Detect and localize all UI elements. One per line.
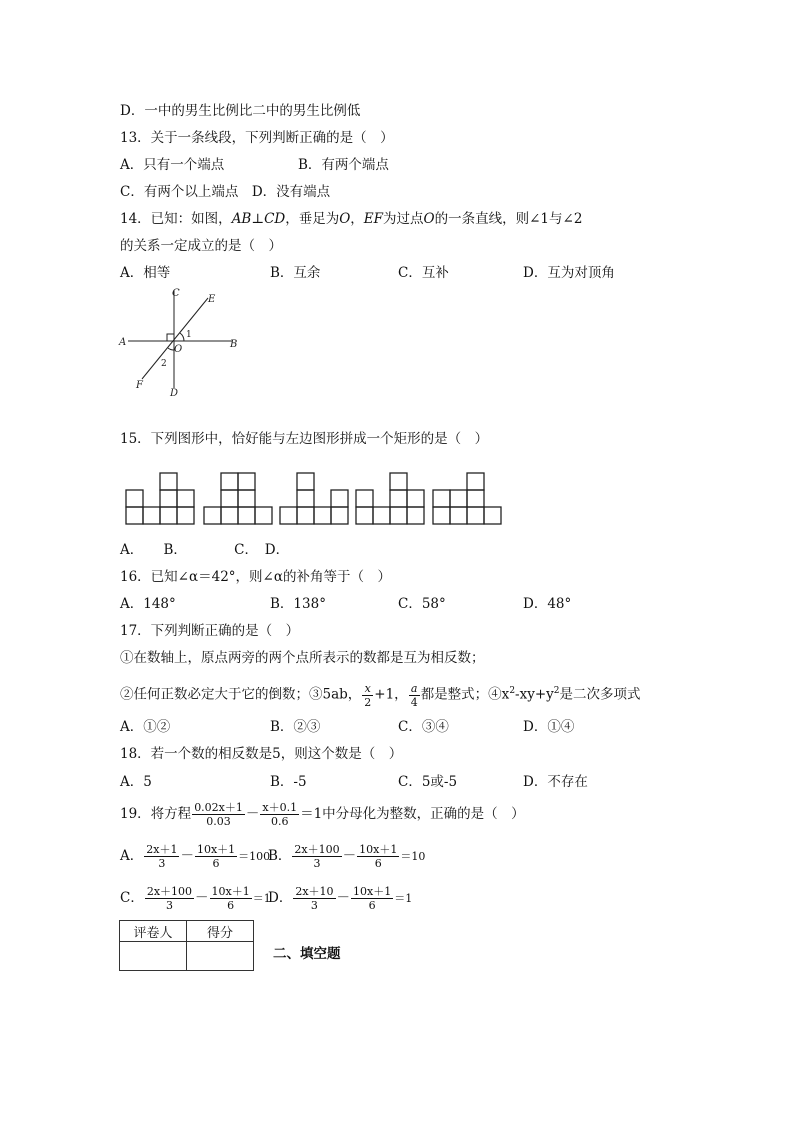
rhs: ＝100 [238, 850, 271, 863]
grader-header: 评卷人 [120, 921, 187, 942]
q14-option-b: B．互余 [270, 265, 321, 281]
numerator: 10x＋1 [359, 843, 398, 856]
label-a: A [119, 337, 127, 348]
numerator: a [409, 682, 420, 696]
q14-seg-cd: CD [264, 211, 286, 227]
q14-option-a: A．相等 [120, 265, 171, 281]
denominator: 3 [165, 899, 173, 912]
shape-option-d [433, 473, 501, 524]
q19-option-a [120, 840, 270, 873]
minus-sign: － [245, 806, 260, 822]
q14-figure [112, 284, 252, 404]
numerator: 2x＋10 [295, 885, 334, 898]
fraction-a-over-4 [409, 682, 420, 709]
q14-text: 为过点 [383, 211, 424, 227]
denominator: 6 [212, 857, 220, 870]
q16-option-c: C．58° [398, 596, 446, 612]
q18-option-b: B．-5 [270, 774, 307, 790]
minus-sign: － [180, 848, 194, 864]
minus-sign: － [336, 890, 351, 906]
q17-stem: 17．下列判断正确的是（ ） [120, 623, 300, 639]
denominator: 0.03 [206, 815, 231, 828]
rhs: ＝1 [252, 892, 271, 905]
q18-option-d: D．不存在 [523, 774, 588, 790]
q15-stem: 15．下列图形中，恰好能与左边图形拼成一个矩形的是（ ） [120, 431, 489, 447]
numerator: 0.02x＋1 [194, 801, 243, 814]
fraction-1 [192, 801, 245, 828]
q13-option-cd: C．有两个以上端点 D．没有端点 [120, 184, 331, 200]
q14-point-o: O [423, 211, 435, 227]
label-d: D [170, 388, 179, 399]
q18-stem: 18．若一个数的相反数是5，则这个数是（ ） [120, 746, 403, 762]
perp-symbol: ⊥ [251, 211, 265, 227]
q18-option-a: A．5 [120, 774, 152, 790]
q15-shapes-figure [120, 470, 510, 530]
fraction [293, 885, 335, 912]
q12-option-d: D．一中的男生比例比二中的男生比例低 [120, 103, 361, 119]
q14-seg-ab: AB [231, 211, 252, 227]
fraction [195, 843, 237, 870]
label-b: B [230, 339, 238, 350]
score-table [119, 920, 254, 971]
numerator: x [362, 682, 373, 696]
rhs: ＝1 [394, 892, 413, 905]
minus-sign: － [195, 890, 209, 906]
score-cell[interactable] [187, 942, 254, 971]
fraction [210, 885, 252, 912]
denominator: 3 [158, 857, 166, 870]
q17-option-b: B．②③ [270, 719, 321, 735]
q17-text: +1， [374, 686, 408, 703]
q19-stem [120, 798, 525, 830]
q13-option-b: B．有两个端点 [298, 157, 389, 173]
q17-text: ②任何正数必定大于它的倒数；③5ab， [120, 686, 362, 703]
label-c: C [172, 288, 180, 299]
denominator: 2 [364, 695, 372, 709]
q14-text: ，垂足为 [285, 211, 340, 227]
numerator: 10x＋1 [353, 885, 392, 898]
q19-option-c [120, 882, 271, 915]
shape-option-a [204, 473, 272, 524]
denominator: 4 [410, 695, 418, 709]
q14-stem [120, 210, 582, 228]
option-label: C． [120, 890, 144, 906]
shape-option-b [280, 473, 348, 524]
score-header: 得分 [187, 921, 254, 942]
denominator: 6 [368, 899, 376, 912]
q14-line-ef: EF [363, 211, 384, 227]
denominator: 6 [374, 857, 382, 870]
label-o: O [174, 344, 183, 355]
q15-options: A． B． C． D． [120, 542, 290, 558]
fraction [292, 843, 341, 870]
label-e: E [208, 294, 216, 305]
numerator: 2x＋1 [146, 843, 178, 856]
denominator: 0.6 [270, 815, 289, 828]
shape-left [126, 473, 194, 524]
q14-stem-line2: 的关系一定成立的是（ ） [120, 238, 282, 254]
q19-text: ＝1中分母化为整数，正确的是（ ） [300, 806, 525, 822]
denominator: 6 [227, 899, 235, 912]
q17-text: 是二次多项式 [559, 686, 641, 703]
fraction-x-over-2 [362, 682, 373, 709]
q14-option-c: C．互补 [398, 265, 449, 281]
exponent: 2 [553, 686, 560, 696]
fraction-2 [260, 801, 299, 828]
numerator: 2x＋100 [146, 885, 193, 898]
numerator: 2x＋100 [294, 843, 340, 856]
fraction [144, 843, 179, 870]
numerator: 10x＋1 [211, 885, 250, 898]
numerator: x＋0.1 [262, 801, 298, 814]
q14-text: 14．已知：如图， [120, 211, 232, 227]
fraction [357, 843, 399, 870]
option-label: B． [268, 848, 292, 864]
minus-sign: － [342, 848, 357, 864]
q14-option-d: D．互为对顶角 [523, 265, 615, 281]
option-label: A． [120, 848, 144, 864]
q17-option-a: A．①② [120, 719, 171, 735]
label-f: F [136, 380, 143, 391]
fraction [351, 885, 393, 912]
q17-text: -xy+y [515, 686, 554, 703]
label-angle-1: 1 [186, 330, 192, 340]
q17-option-d: D．①④ [523, 719, 575, 735]
shape-option-c [356, 473, 424, 524]
q13-stem: 13．关于一条线段，下列判断正确的是（ ） [120, 130, 394, 146]
fraction [145, 885, 194, 912]
q19-option-d [268, 882, 412, 915]
q18-option-c: C．5或-5 [398, 774, 458, 790]
exponent: 2 [509, 686, 516, 696]
q17-statement-1: ①在数轴上，原点两旁的两个点所表示的数都是互为相反数； [120, 650, 485, 666]
numerator: 10x＋1 [196, 843, 236, 856]
denominator: 3 [313, 857, 321, 870]
angle-1-arc [180, 333, 184, 341]
q17-statement-2 [120, 676, 641, 710]
q14-text: ， [350, 211, 364, 227]
q14-point-o: O [339, 211, 351, 227]
q16-option-d: D．48° [523, 596, 572, 612]
denominator: 3 [310, 899, 318, 912]
q13-option-a: A．只有一个端点 [120, 157, 225, 173]
q17-option-c: C．③④ [398, 719, 449, 735]
q16-option-a: A．148° [120, 596, 176, 612]
q19-option-b [268, 840, 425, 873]
option-label: D． [268, 890, 293, 906]
q17-text: 都是整式；④x [420, 686, 510, 703]
section-heading: 二、填空题 [273, 946, 341, 962]
grader-cell[interactable] [120, 942, 187, 971]
q16-option-b: B．138° [270, 596, 326, 612]
q16-stem: 16．已知∠α＝42°，则∠α的补角等于（ ） [120, 569, 391, 585]
line-ef [142, 298, 208, 379]
right-angle-mark [167, 334, 174, 341]
label-angle-2: 2 [161, 359, 167, 369]
rhs: ＝10 [400, 850, 426, 863]
q19-text: 19．将方程 [120, 806, 192, 822]
q14-text: 的一条直线，则∠1与∠2 [434, 211, 583, 227]
